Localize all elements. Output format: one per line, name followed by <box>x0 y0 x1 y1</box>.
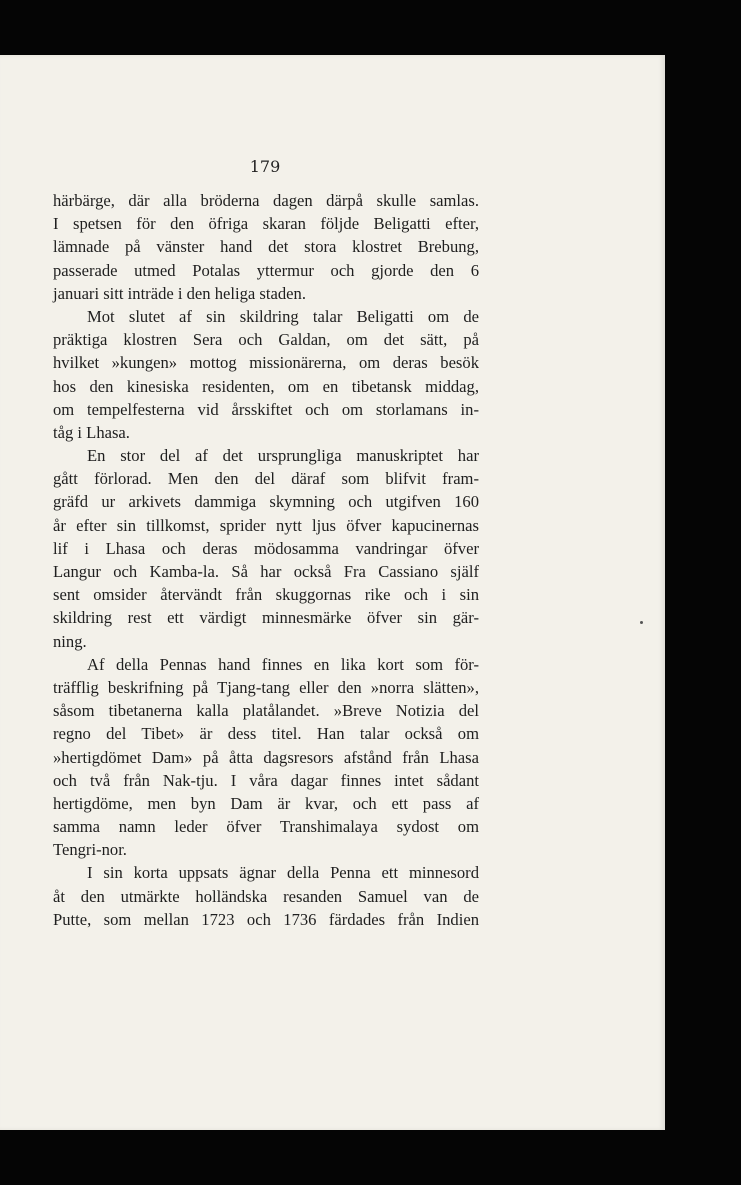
text-line: ning. <box>53 631 87 651</box>
text-line: tåg i Lhasa. <box>53 422 130 442</box>
body-text <box>53 189 479 931</box>
text-line: åt den utmärkte holländska resanden Samuel van de <box>53 886 479 906</box>
text-line: Putte, som mellan 1723 och 1736 färdades från Indien <box>53 909 479 929</box>
text-line: lämnade på vänster hand det stora klostret Brebung, <box>53 237 479 257</box>
text-line: härbärge, där alla bröderna dagen därpå skulle samlas. <box>53 191 479 210</box>
text-line: En stor del af det ursprungliga manuskriptet har <box>87 446 479 466</box>
text-line: I spetsen för den öfriga skaran följde Beligatti efter, <box>53 214 479 234</box>
text-line: passerade utmed Potalas yttermur och gjorde den 6 <box>53 260 479 280</box>
book-page <box>0 55 665 1130</box>
text-line: hos den kinesiska residenten, om en tibetansk middag, <box>53 376 479 396</box>
text-line: gräfd ur arkivets dammiga skymning och utgifven 160 <box>53 492 479 512</box>
text-line: lif i Lhasa och deras mödosamma vandringar öfver <box>53 538 479 558</box>
page-number: 179 <box>249 157 281 176</box>
text-line: samma namn leder öfver Transhimalaya sydost om <box>53 817 479 837</box>
text-line: präktiga klostren Sera och Galdan, om det sätt, på <box>53 330 479 350</box>
text-line: sent omsider återvändt från skuggornas rike och i sin <box>53 585 479 605</box>
text-line: I sin korta uppsats ägnar della Penna ett minnesord <box>87 863 479 883</box>
text-line: träfflig beskrifning på Tjang-tang eller den »norra slätten», <box>53 677 479 697</box>
text-line: år efter sin tillkomst, sprider nytt ljus öfver kapucinernas <box>53 515 479 535</box>
text-line: och två från Nak-tju. I våra dagar finnes intet sådant <box>53 770 479 790</box>
text-line: regno del Tibet» är dess titel. Han talar också om <box>53 724 479 744</box>
text-line: om tempelfesterna vid årsskiftet och om storlamans in- <box>53 399 479 419</box>
text-line: skildring rest ett värdigt minnesmärke öfver sin gär- <box>53 608 479 628</box>
text-line: »hertigdömet Dam» på åtta dagsresors afstånd från Lhasa <box>53 747 479 767</box>
text-line: såsom tibetanerna kalla platålandet. »Breve Notizia del <box>53 701 479 721</box>
text-line: januari sitt inträde i den heliga staden. <box>53 283 306 303</box>
text-line: Langur och Kamba-la. Så har också Fra Cassiano själf <box>53 562 479 581</box>
text-line: hvilket »kungen» mottog missionärerna, om deras besök <box>53 353 479 373</box>
text-line: Tengri-nor. <box>53 840 127 860</box>
text-line: hertigdöme, men byn Dam är kvar, och ett pass af <box>53 793 479 813</box>
paper-speck <box>640 621 643 624</box>
text-line: Af della Pennas hand finnes en lika kort som för- <box>87 654 479 674</box>
text-line: Mot slutet af sin skildring talar Beligatti om de <box>87 306 479 326</box>
text-line: gått förlorad. Men den del däraf som blifvit fram- <box>53 469 479 489</box>
